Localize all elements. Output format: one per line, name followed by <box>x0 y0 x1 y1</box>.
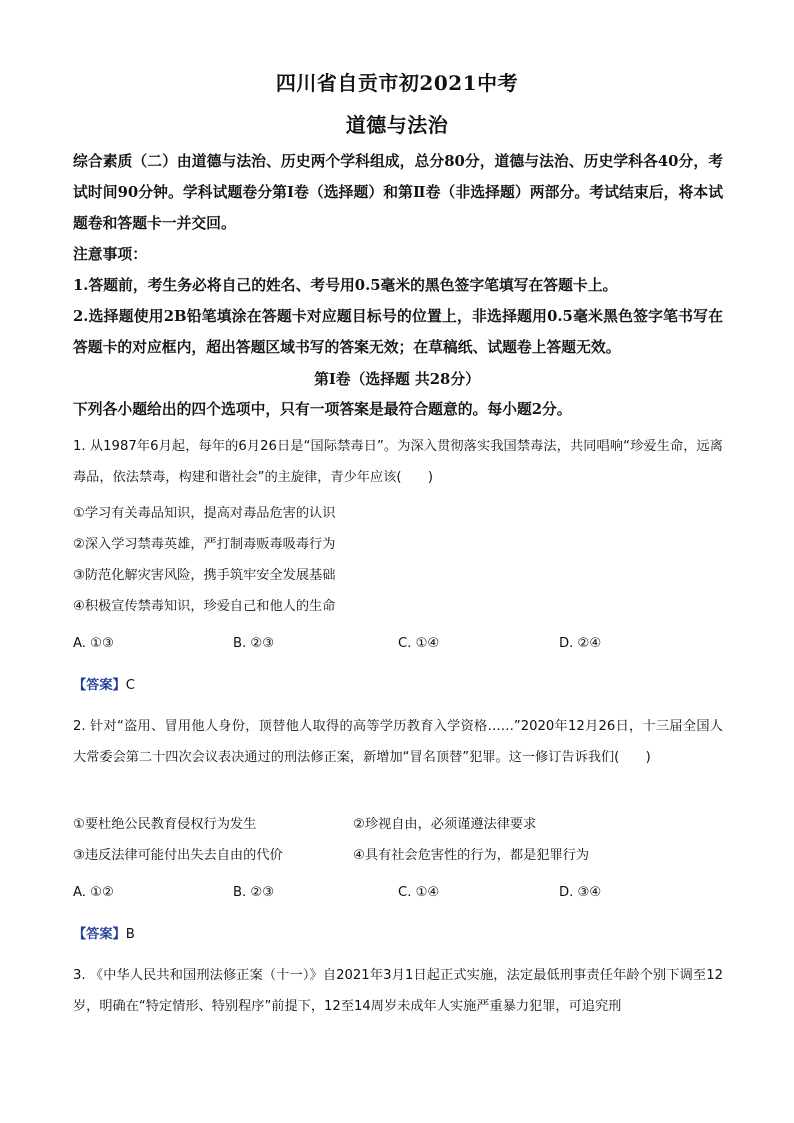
exam-title: 四川省自贡市初2021中考 <box>275 71 519 95</box>
question-2-options <box>73 882 723 904</box>
question-1-options <box>73 633 723 655</box>
option-a: A. ①③ <box>73 636 114 651</box>
option-b: B. ②③ <box>233 636 275 651</box>
note-2: 2.选择题使用2B铅笔填涂在答题卡对应题目标号的位置上，非选择题用0.5毫米黑色签字笔书写在答题卡的对应框内，超出答题区域书写的答案无效；在草稿纸、试题卷上答题无效。 <box>73 308 723 356</box>
answer-tag: 【答案】 <box>73 927 126 942</box>
question-2-statements-row-1 <box>73 814 723 836</box>
section-title: 第Ⅰ卷（选择题 共28分） <box>314 371 480 388</box>
option-a: A. ①② <box>73 885 114 900</box>
notes-heading: 注意事项： <box>73 246 147 263</box>
statement: ①学习有关毒品知识，提高对毒品危害的认识 <box>73 506 336 521</box>
question-3-stem <box>73 960 723 1022</box>
question-2-answer <box>73 924 135 946</box>
answer-tag: 【答案】 <box>73 678 126 693</box>
section-instructions: 下列各小题给出的四个选项中，只有一项答案是最符合题意的。每小题2分。 <box>73 401 572 418</box>
statement: ③防范化解灾害风险，携手筑牢安全发展基础 <box>73 568 336 583</box>
option-c: C. ①④ <box>398 636 440 651</box>
statement: ③违反法律可能付出失去自由的代价 <box>73 848 283 863</box>
answer-value: B <box>125 927 135 942</box>
question-1-statement-4 <box>73 596 723 618</box>
subject-title: 道德与法治 <box>345 113 449 137</box>
question-1-answer <box>73 675 135 697</box>
statement: ①要杜绝公民教育侵权行为发生 <box>73 817 257 832</box>
question-1-statement-2 <box>73 534 723 556</box>
statement: ④积极宣传禁毒知识，珍爱自己和他人的生命 <box>73 599 336 614</box>
option-d: D. ③④ <box>559 885 602 900</box>
question-1-stem <box>73 431 723 493</box>
intro-block <box>73 146 723 363</box>
note-1: 1.答题前，考生务必将自己的姓名、考号用0.5毫米的黑色签字笔填写在答题卡上。 <box>73 277 618 294</box>
statement: ②深入学习禁毒英雄，严打制毒贩毒吸毒行为 <box>73 537 336 552</box>
statement: ②珍视自由，必须谨遵法律要求 <box>353 817 537 832</box>
option-d: D. ②④ <box>559 636 602 651</box>
option-b: B. ②③ <box>233 885 275 900</box>
intro-paragraph: 综合素质（二）由道德与法治、历史两个学科组成，总分80分，道德与法治、历史学科各40分，考试时间90分钟。学科试题卷分第Ⅰ卷（选择题）和第Ⅱ卷（非选择题）两部分。考试结束后，将本试题卷和答题卡一并交回。 <box>73 153 723 232</box>
question-2-statements-row-2 <box>73 845 723 867</box>
statement: ④具有社会危害性的行为，都是犯罪行为 <box>353 848 590 863</box>
question-stem: 2. 针对“盗用、冒用他人身份，顶替他人取得的高等学历教育入学资格……”2020年12月26日，十三届全国人大常委会第二十四次会议表决通过的刑法修正案，新增加“冒名顶替”犯罪。这一修订告诉我们( ) <box>73 719 723 765</box>
question-1-statement-1 <box>73 503 723 525</box>
question-stem: 1. 从1987年6月起，每年的6月26日是“国际禁毒日”。为深入贯彻落实我国禁毒法，共同唱响“珍爱生命，远离毒品，依法禁毒，构建和谐社会”的主旋律，青少年应该( ) <box>73 439 723 485</box>
question-stem: 3. 《中华人民共和国刑法修正案（十一）》自2021年3月1日起正式实施，法定最低刑事责任年龄个别下调至12岁，明确在“特定情形、特别程序”前提下，12至14周岁未成年人实施严重暴力犯罪，可追究刑 <box>73 968 723 1014</box>
question-1-statement-3 <box>73 565 723 587</box>
question-2-stem <box>73 711 723 773</box>
option-c: C. ①④ <box>398 885 440 900</box>
answer-value: C <box>125 678 135 693</box>
